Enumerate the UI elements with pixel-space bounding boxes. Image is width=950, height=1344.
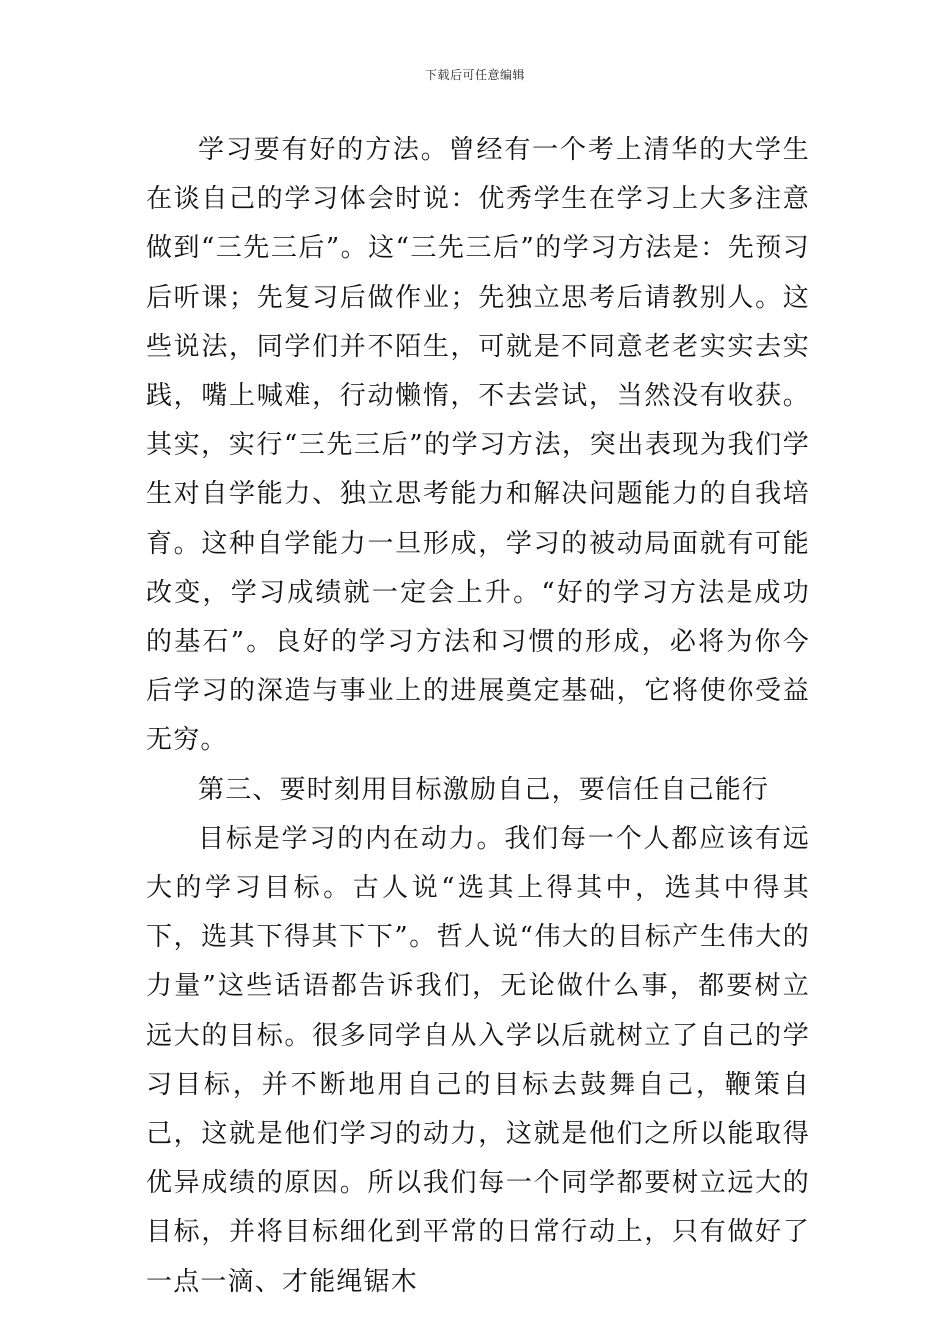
paragraph-goals: 目标是学习的内在动力。我们每一个人都应该有远大的学习目标。古人说“选其上得其中，选其中得其下，选其下得其下下”。哲人说“伟大的目标产生伟大的力量”这些话语都告诉我们，无论做什么事，都要树立远大的目标。很多同学自从入学以后就树立了自己的学习目标，并不断地用自己的目标去鼓舞自己，鞭策自己，这就是他们学习的动力，这就是他们之所以能取得优异成绩的原因。所以我们每一个同学都要树立远大的目标，并将目标细化到平常的日常行动上，只有做好了一点一滴、才能绳锯木 [146,823,810,1297]
page-header: 下载后可任意编辑 [424,68,525,82]
paragraph-study-method: 学习要有好的方法。曾经有一个考上清华的大学生在谈自己的学习体会时说：优秀学生在学习上大多注意做到“三先三后”。这“三先三后”的学习方法是：先预习后听课；先复习后做作业；先独立思考后请教别人。这些说法，同学们并不陌生，可就是不同意老老实实去实践，嘴上喊难，行动懒惰，不去尝试，当然没有收获。其实，实行“三先三后”的学习方法，突出表现为我们学生对自学能力、独立思考能力和解决问题能力的自我培育。这种自学能力一旦形成，学习的被动局面就有可能改变，学习成绩就一定会上升。“好的学习方法是成功的基石”。良好的学习方法和习惯的形成，必将为你今后学习的深造与事业上的进展奠定基础，它将使你受益无穷。 [146,135,810,756]
section-heading-goals: 第三、要时刻用目标激励自己，要信任自己能行 [198,774,770,805]
document-body [146,126,810,1307]
